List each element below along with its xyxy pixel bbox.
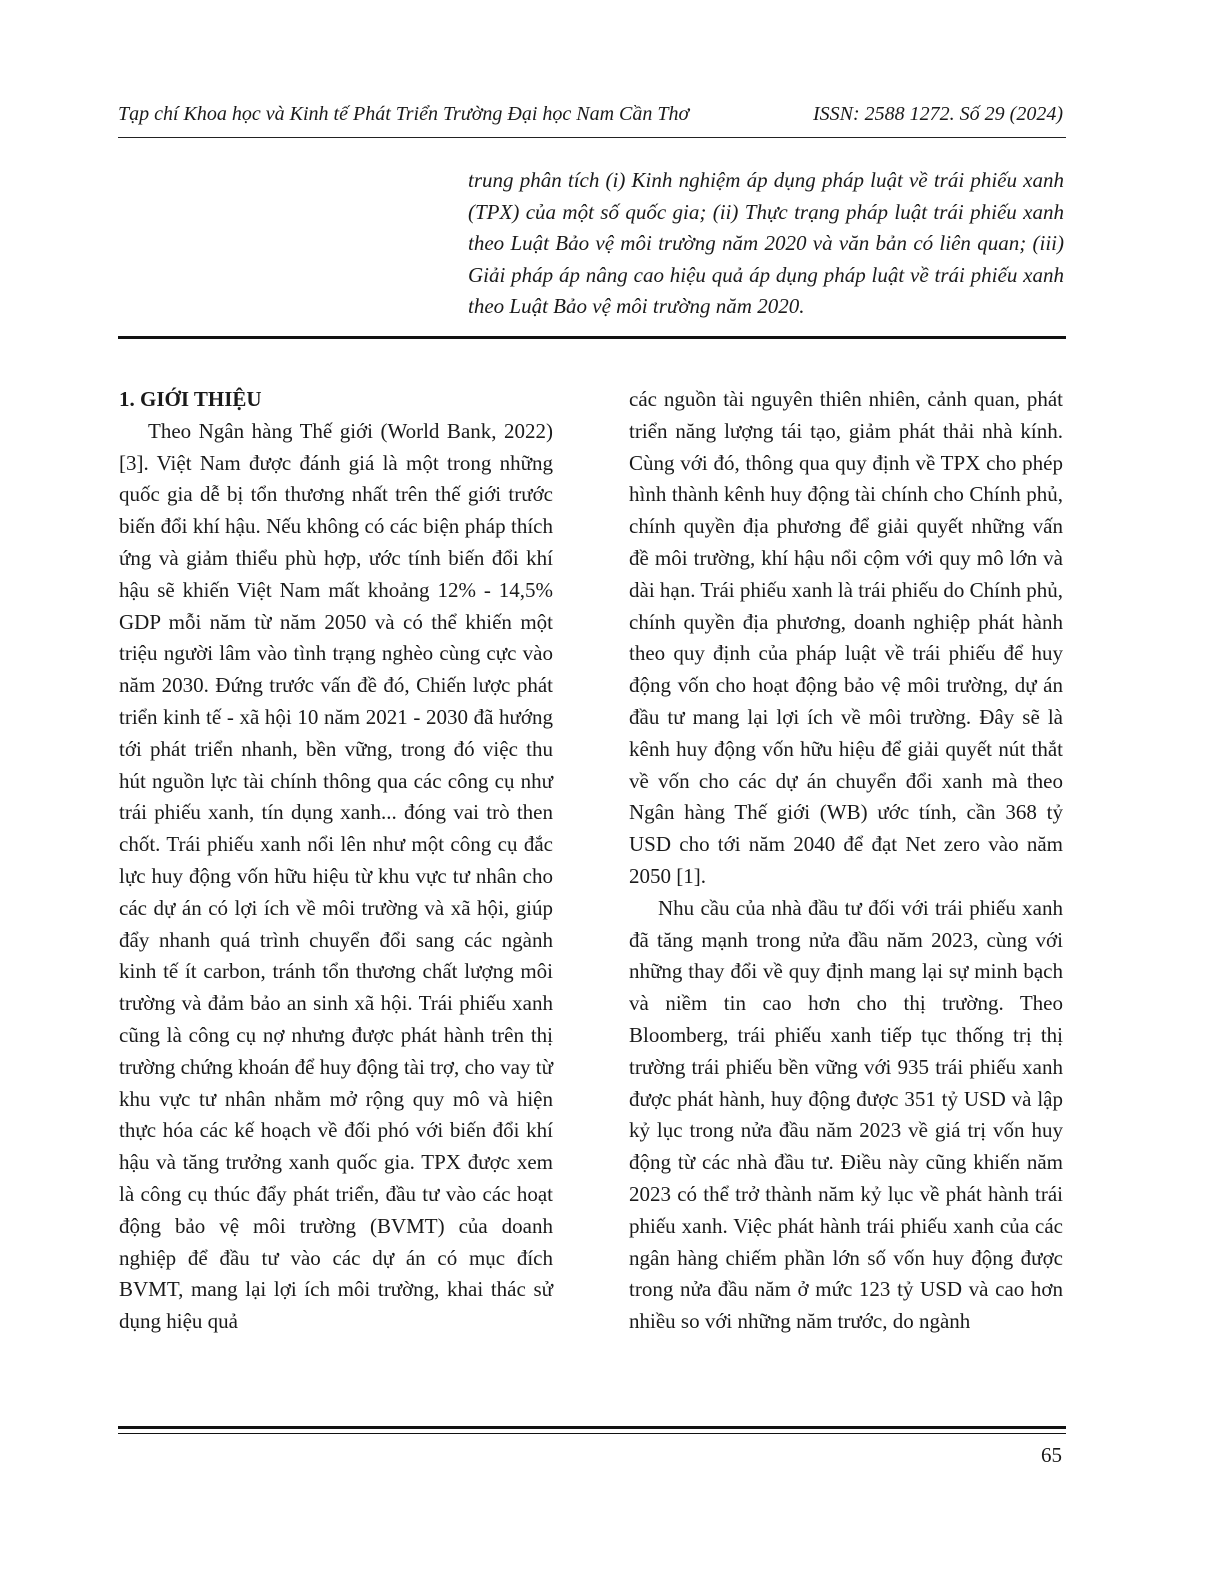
- footer-divider-thick: [118, 1426, 1066, 1429]
- left-column: [119, 384, 553, 1338]
- journal-title: Tạp chí Khoa học và Kinh tế Phát Triển Trường Đại học Nam Cần Thơ: [118, 103, 690, 125]
- body-paragraph: Nhu cầu của nhà đầu tư đối với trái phiếu xanh đã tăng mạnh trong nửa đầu năm 2023, cùng với những thay đổi về quy định mang lại sự minh bạch và niềm tin cao hơn cho thị trường. Theo Bloomberg, trái phiếu xanh tiếp tục thống trị thị trường trái phiếu bền vững với 935 trái phiếu xanh được phát hành, huy động được 351 tỷ USD và lập kỷ lục trong nửa đầu năm 2023 về giá trị vốn huy động từ các nhà đầu tư. Điều này cũng khiến năm 2023 có thể trở thành năm kỷ lục về phát hành trái phiếu xanh. Việc phát hành trái phiếu xanh của các ngân hàng chiếm phần lớn số vốn huy động được trong nửa đầu năm ở mức 123 tỷ USD và cao hơn nhiều so với những năm trước, do ngành: [629, 895, 1063, 1334]
- header-divider: [118, 137, 1066, 138]
- page-number: 65: [1041, 1443, 1062, 1467]
- right-column: [629, 384, 1063, 1338]
- abstract-divider: [118, 336, 1066, 339]
- body-paragraph: các nguồn tài nguyên thiên nhiên, cảnh quan, phát triển năng lượng tái tạo, giảm phát thải nhà kính. Cùng với đó, thông qua quy định về TPX cho phép hình thành kênh huy động tài chính cho Chính phủ, chính quyền địa phương để giải quyết những vấn đề môi trường, khí hậu nổi cộm với quy mô lớn và dài hạn. Trái phiếu xanh là trái phiếu do Chính phủ, chính quyền địa phương, doanh nghiệp phát hành theo quy định của pháp luật về trái phiếu để huy động vốn cho hoạt động bảo vệ môi trường, dự án đầu tư mang lại lợi ích về môi trường. Đây sẽ là kênh huy động vốn hữu hiệu để giải quyết nút thắt về vốn cho các dự án chuyển đổi xanh mà theo Ngân hàng Thế giới (WB) ước tính, cần 368 tỷ USD cho tới năm 2040 để đạt Net zero vào năm 2050 [1].: [629, 387, 1063, 888]
- running-header: [118, 103, 1063, 126]
- footer-divider-thin: [118, 1433, 1066, 1434]
- issn-issue: ISSN: 2588 1272. Số 29 (2024): [813, 103, 1063, 125]
- section-heading: 1. GIỚI THIỆU: [119, 387, 262, 411]
- abstract-continuation: trung phân tích (i) Kinh nghiệm áp dụng pháp luật về trái phiếu xanh (TPX) của một số quốc gia; (ii) Thực trạng pháp luật trái phiếu xanh theo Luật Bảo vệ môi trường năm 2020 và văn bản có liên quan; (iii) Giải pháp áp nâng cao hiệu quả áp dụng pháp luật về trái phiếu xanh theo Luật Bảo vệ môi trường năm 2020.: [468, 168, 1064, 318]
- body-paragraph: Theo Ngân hàng Thế giới (World Bank, 2022) [3]. Việt Nam được đánh giá là một trong những quốc gia dễ bị tổn thương nhất trên thế giới trước biến đổi khí hậu. Nếu không có các biện pháp thích ứng và giảm thiểu phù hợp, ước tính biến đổi khí hậu sẽ khiến Việt Nam mất khoảng 12% - 14,5% GDP mỗi năm từ năm 2050 và có thể khiến một triệu người lâm vào tình trạng nghèo cùng cực vào năm 2030. Đứng trước vấn đề đó, Chiến lược phát triển kinh tế - xã hội 10 năm 2021 - 2030 đã hướng tới phát triển nhanh, bền vững, trong đó việc thu hút nguồn lực tài chính thông qua các công cụ như trái phiếu xanh, tín dụng xanh... đóng vai trò then chốt. Trái phiếu xanh nổi lên như một công cụ đắc lực huy động vốn hữu hiệu từ khu vực tư nhân cho các dự án có lợi ích về môi trường và xã hội, giúp đẩy nhanh quá trình chuyển đổi sang các ngành kinh tế ít carbon, tránh tổn thương chất lượng môi trường và đảm bảo an sinh xã hội. Trái phiếu xanh cũng là công cụ nợ nhưng được phát hành trên thị trường chứng khoán để huy động tài trợ, cho vay từ khu vực tư nhân nhằm mở rộng quy mô và hiện thực hóa các kế hoạch về đối phó với biến đổi khí hậu và tăng trưởng xanh quốc gia. TPX được xem là công cụ thúc đẩy phát triển, đầu tư vào các hoạt động bảo vệ môi trường (BVMT) của doanh nghiệp để đầu tư vào các dự án có mục đích BVMT, mang lại lợi ích môi trường, khai thác sử dụng hiệu quả: [119, 418, 553, 1334]
